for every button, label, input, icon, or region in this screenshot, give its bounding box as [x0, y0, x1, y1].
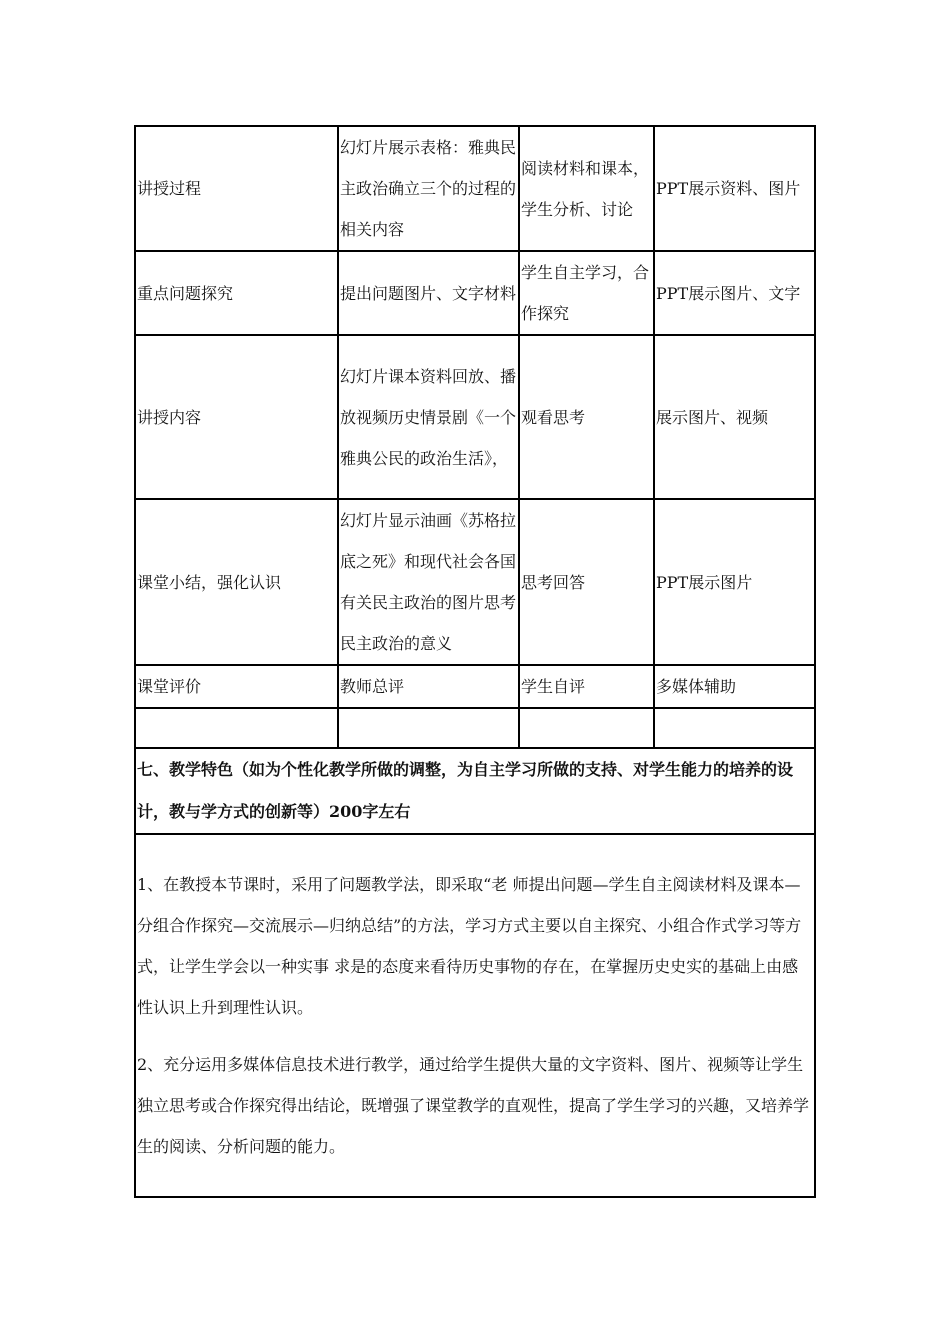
features-body-cell — [135, 834, 815, 1197]
teacher-activity-cell: 提出问题图片、文字材料 — [338, 251, 519, 335]
table-row — [135, 665, 815, 708]
student-activity-cell: 观看思考 — [519, 335, 654, 499]
media-cell: 多媒体辅助 — [654, 665, 815, 708]
teacher-activity-cell: 教师总评 — [338, 665, 519, 708]
teacher-activity-cell: 幻灯片显示油画《苏格拉底之死》和现代社会各国有关民主政治的图片思考民主政治的意义 — [338, 499, 519, 665]
student-activity-cell: 阅读材料和课本，学生分析、讨论 — [519, 126, 654, 251]
student-activity-cell: 学生自主学习，合作探究 — [519, 251, 654, 335]
empty-cell — [135, 708, 338, 748]
media-cell: PPT展示资料、图片 — [654, 126, 815, 251]
empty-cell — [519, 708, 654, 748]
table-row — [135, 126, 815, 251]
table-row — [135, 335, 815, 499]
features-title-cell — [135, 748, 815, 834]
empty-table-row — [135, 708, 815, 748]
empty-cell — [338, 708, 519, 748]
media-cell: 展示图片、视频 — [654, 335, 815, 499]
teacher-activity-cell: 幻灯片课本资料回放、播放视频历史情景剧《一个雅典公民的政治生活》， — [338, 335, 519, 499]
table-row — [135, 499, 815, 665]
feature-paragraph-1: 1、在教授本节课时，采用了问题教学法，即采取“老 师提出问题—学生自主阅读材料及课本—分组合作探究—交流展示—归纳总结”的方法，学习方式主要以自主探究、小组合作式学习等方式，让学生学会以一种实事 求是的态度来看待历史事物的存在，在掌握历史史实的基础上由感性认识上升到理性认识。 — [137, 875, 802, 1017]
stage-cell: 讲授过程 — [135, 126, 338, 251]
features-body-row — [135, 834, 815, 1197]
teacher-activity-cell: 幻灯片展示表格：雅典民主政治确立三个的过程的相关内容 — [338, 126, 519, 251]
stage-cell: 重点问题探究 — [135, 251, 338, 335]
media-cell: PPT展示图片 — [654, 499, 815, 665]
feature-paragraph-2: 2、充分运用多媒体信息技术进行教学，通过给学生提供大量的文字资料、图片、视频等让学生独立思考或合作探究得出结论，既增强了课堂教学的直观性，提高了学生学习的兴趣，又培养学生的阅读、分析问题的能力。 — [137, 1055, 810, 1156]
stage-cell: 课堂评价 — [135, 665, 338, 708]
student-activity-cell: 学生自评 — [519, 665, 654, 708]
stage-cell: 课堂小结，强化认识 — [135, 499, 338, 665]
table-row — [135, 251, 815, 335]
stage-cell: 讲授内容 — [135, 335, 338, 499]
features-title-row — [135, 748, 815, 834]
student-activity-cell: 思考回答 — [519, 499, 654, 665]
teaching-process-table — [134, 125, 816, 1198]
empty-cell — [654, 708, 815, 748]
section-heading: 七、教学特色（如为个性化教学所做的调整，为自主学习所做的支持、对学生能力的培养的设计，教与学方式的创新等）200字左右 — [137, 760, 794, 821]
paragraph-spacer — [137, 1028, 813, 1044]
media-cell: PPT展示图片、文字 — [654, 251, 815, 335]
